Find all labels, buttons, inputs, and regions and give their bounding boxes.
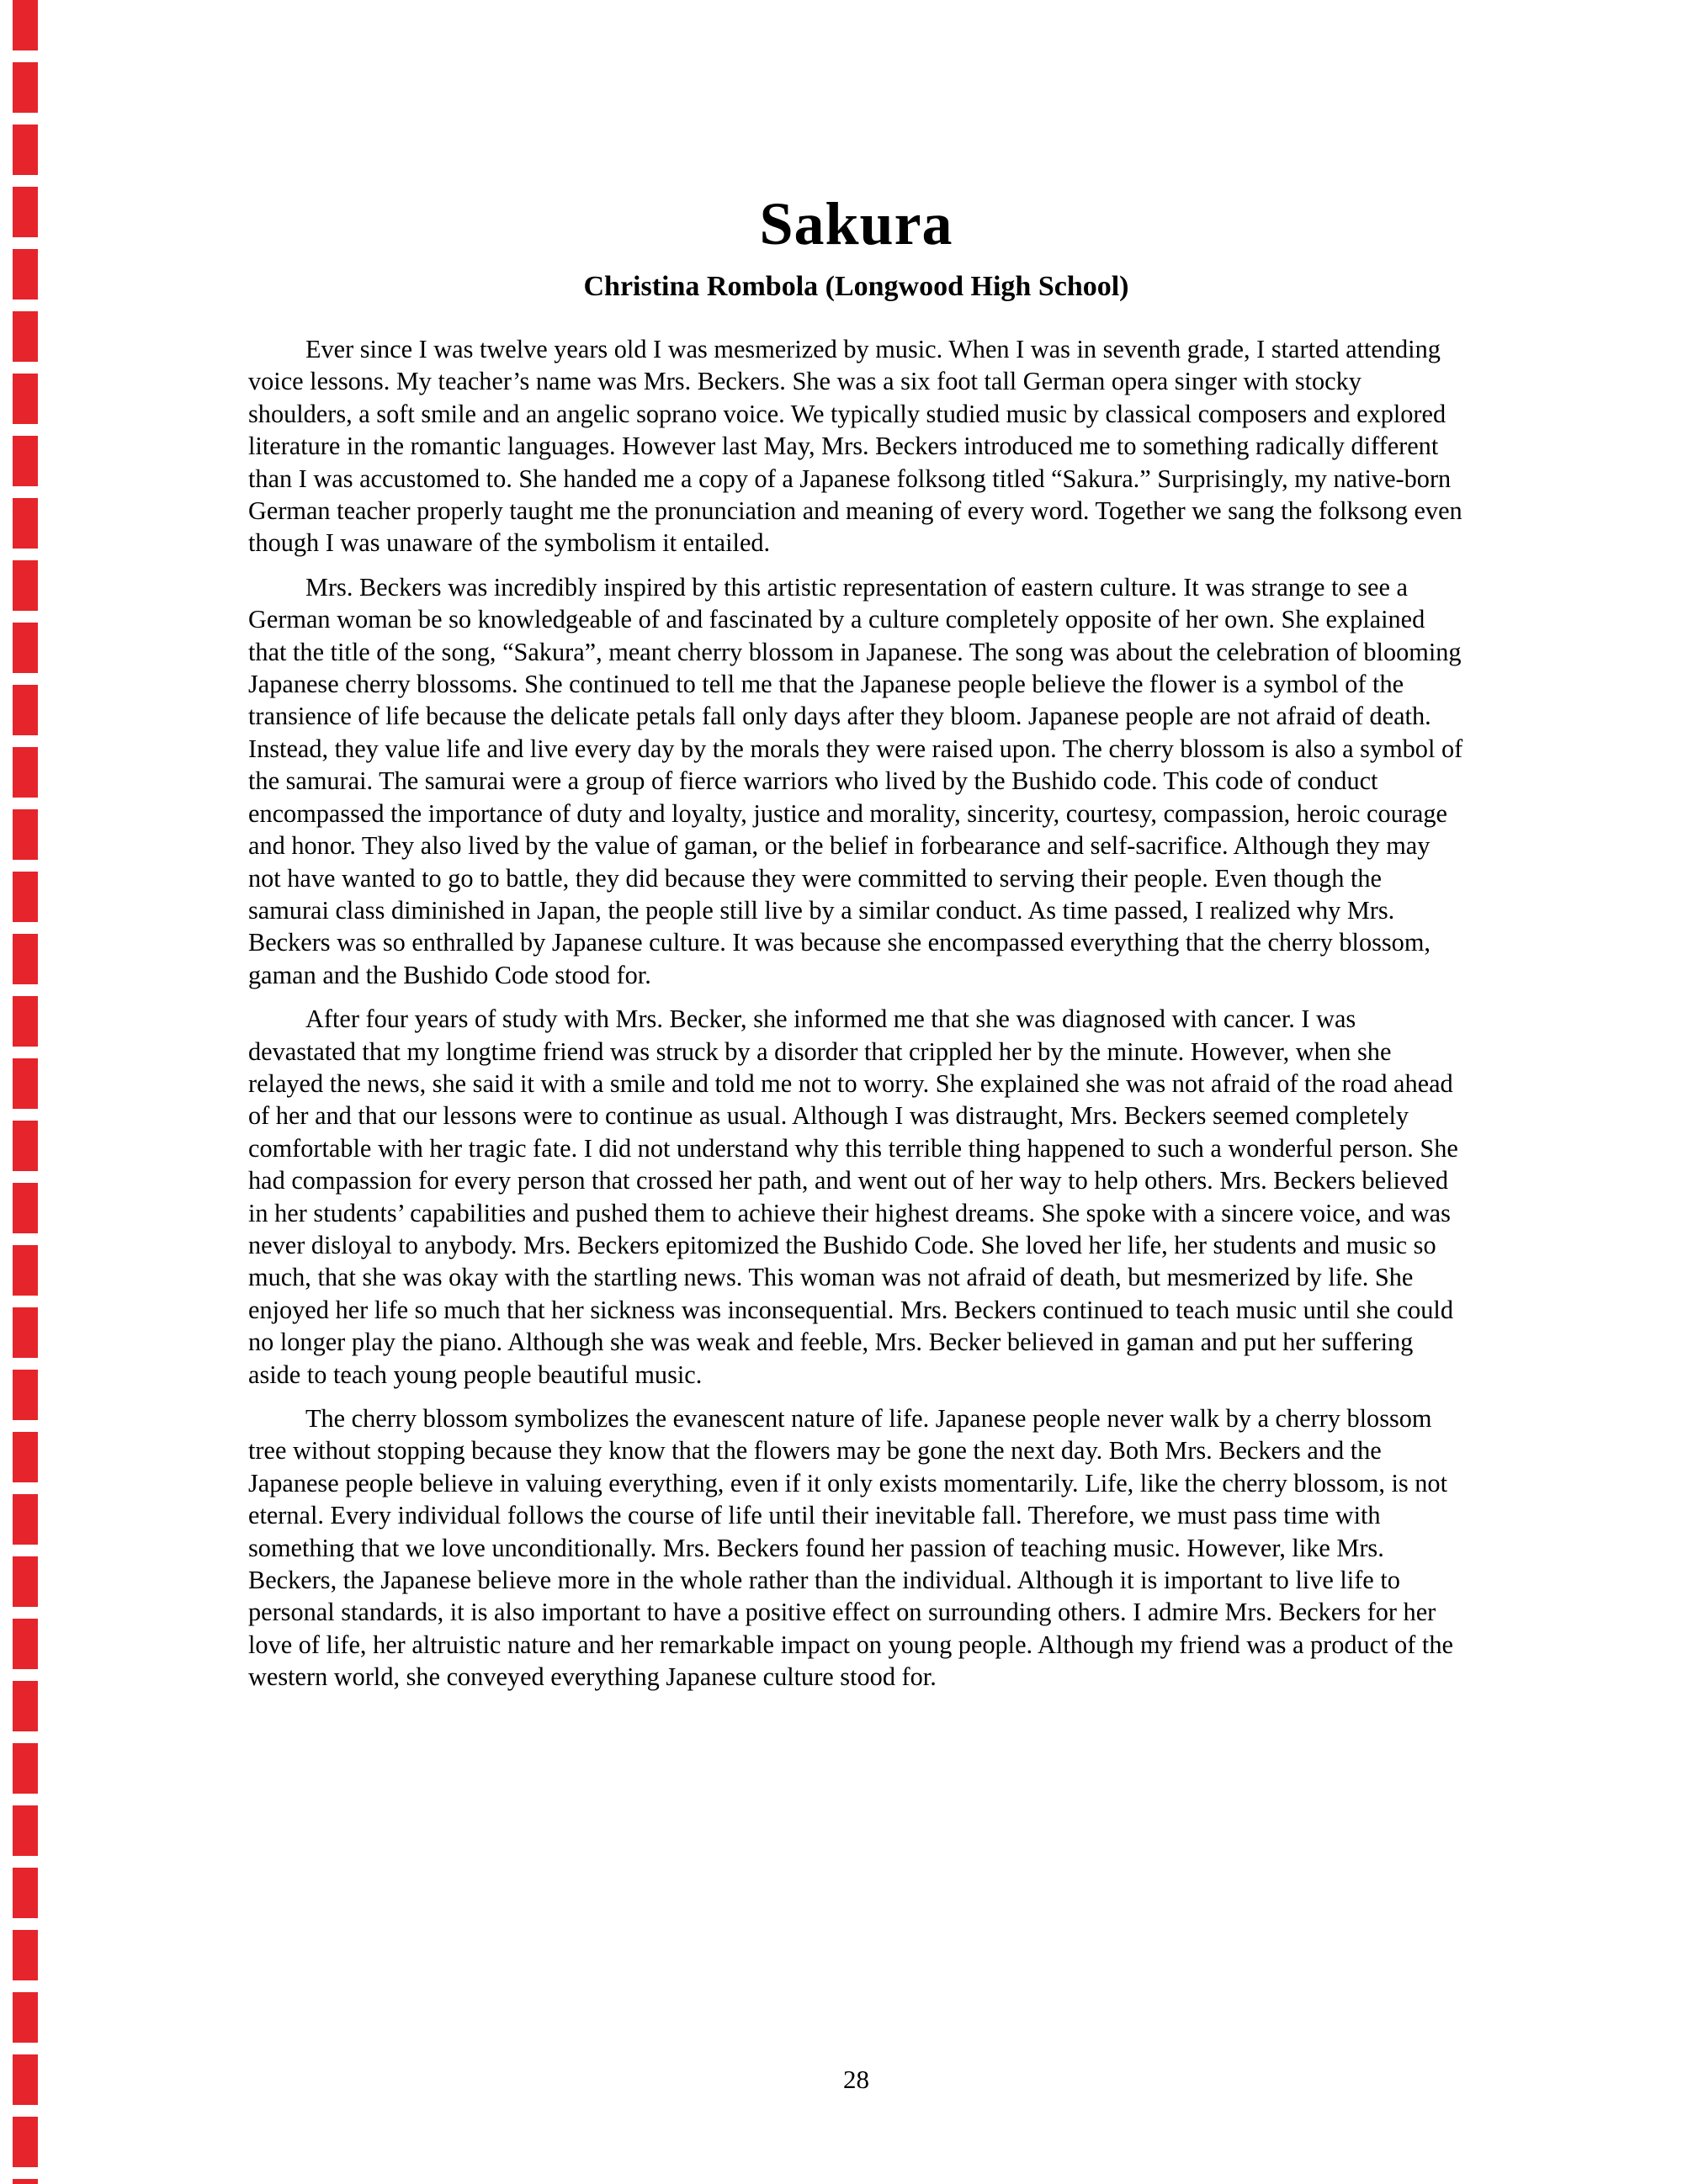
essay-paragraph-3: After four years of study with Mrs. Becker, she informed me that she was diagnosed with cancer. I was devastated that my longtime friend was struck by a disorder that crippled her by the minute. However, when she relayed the news, she said it with a smile and told me not to worry. She explained she was not afraid of the road ahead of her and that our lessons were to continue as usual. Although I was distraught, Mrs. Beckers seemed completely comfortable with her tragic fate. I did not understand why this terrible thing happened to such a wonderful person. She had compassion for every person that crossed her path, and went out of her way to help others. Mrs. Beckers believed in her students’ capabilities and pushed them to achieve their highest dreams. She spoke with a sincere voice, and was never disloyal to anybody. Mrs. Beckers epitomized the Bushido Code. She loved her life, her students and music so much, that she was okay with the startling news. This woman was not afraid of death, but mesmerized by life. She enjoyed her life so much that her sickness was inconsequential. Mrs. Beckers continued to teach music until she could no longer play the piano. Although she was weak and feeble, Mrs. Becker believed in gaman and put her suffering aside to teach young people beautiful music. [248, 1005, 1458, 1389]
essay-paragraph-4: The cherry blossom symbolizes the evanescent nature of life. Japanese people never walk by a cherry blossom tree without stopping because they know that the flowers may be gone the next day. Both Mrs. Beckers and the Japanese people believe in valuing everything, even if it only exists momentarily. Life, like the cherry blossom, is not eternal. Every individual follows the course of life until their inevitable fall. Therefore, we must pass time with something that we love unconditionally. Mrs. Beckers found her passion of teaching music. However, like Mrs. Beckers, the Japanese believe more in the whole rather than the individual. Although it is important to live life to personal standards, it is also important to have a positive effect on surrounding others. I admire Mrs. Beckers for her love of life, her altruistic nature and her remarkable impact on young people. Although my friend was a product of the western world, she conveyed everything Japanese culture stood for. [248, 1404, 1453, 1692]
page-number: 28 [843, 2065, 869, 2094]
essay-title: Sakura [759, 190, 953, 257]
essay-content [248, 0, 1464, 1705]
page-edge-marker [13, 0, 38, 2184]
essay-author: Christina Rombola (Longwood High School) [583, 271, 1129, 302]
essay-paragraph-2: Mrs. Beckers was incredibly inspired by this artistic representation of eastern culture. It was strange to see a German woman be so knowledgeable of and fascinated by a culture completely opposite of her own. She explained that the title of the song, “Sakura”, meant cherry blossom in Japanese. The song was about the celebration of blooming Japanese cherry blossoms. She continued to tell me that the Japanese people believe the flower is a symbol of the transience of life because the delicate petals fall only days after they bloom. Japanese people are not afraid of death. Instead, they value life and live every day by the morals they were raised upon. The cherry blossom is also a symbol of the samurai. The samurai were a group of fierce warriors who lived by the Bushido code. This code of conduct encompassed the importance of duty and loyalty, justice and morality, sincerity, courtesy, compassion, heroic courage and honor. They also lived by the value of gaman, or the belief in forbearance and self-sacrifice. Although they may not have wanted to go to battle, they did because they were committed to serving their people. Even though the samurai class diminished in Japan, the people still live by a similar conduct. As time passed, I realized why Mrs. Beckers was so enthralled by Japanese culture. It was because she encompassed everything that the cherry blossom, gaman and the Bushido Code stood for. [248, 572, 1463, 989]
essay-paragraph-1: Ever since I was twelve years old I was mesmerized by music. When I was in seventh grade, I started attending voice lessons. My teacher’s name was Mrs. Beckers. She was a six foot tall German opera singer with stocky shoulders, a soft smile and an angelic soprano voice. We typically studied music by classical composers and explored literature in the romantic languages. However last May, Mrs. Beckers introduced me to something radically different than I was accustomed to. She handed me a copy of a Japanese folksong titled “Sakura.” Surprisingly, my native-born German teacher properly taught me the pronunciation and meaning of every word. Together we sang the folksong even though I was unaware of the symbolism it entailed. [248, 335, 1462, 558]
